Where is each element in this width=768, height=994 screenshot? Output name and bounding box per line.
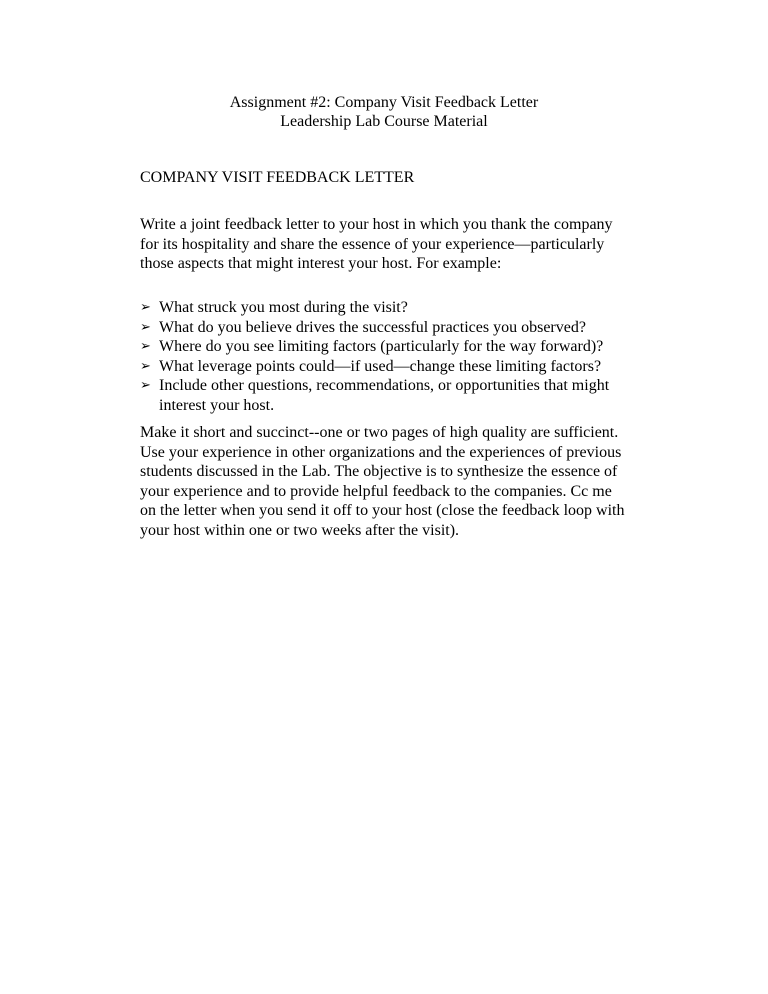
arrow-bullet-icon: ➢ [140,358,151,374]
arrow-bullet-icon: ➢ [140,300,151,315]
intro-line: those aspects that might interest your host. For example: [140,255,502,272]
arrow-bullet-icon: ➢ [140,378,151,393]
list-item [140,357,700,377]
question-list [140,298,700,415]
closing-line: Use your experience in other organizations and the experiences of previous [140,443,622,461]
intro-paragraph [140,215,700,274]
list-item [140,337,700,357]
document-header [0,93,768,131]
arrow-bullet-icon: ➢ [140,339,151,354]
course-subtitle: Leadership Lab Course Material [280,113,488,130]
arrow-bullet-icon: ➢ [140,319,151,335]
closing-line: students discussed in the Lab. The objective is to synthesize the essence of [140,463,618,480]
list-item [140,318,700,338]
closing-line: on the letter when you send it off to your host (close the feedback loop with [140,502,625,519]
list-item-text: What leverage points could—if used—change these limiting factors? [159,357,602,375]
assignment-title: Assignment #2: Company Visit Feedback Letter [229,94,539,111]
closing-line: your experience and to provide helpful feedback to the companies. Cc me [140,482,612,500]
closing-line: your host within one or two weeks after the visit). [140,521,460,539]
list-item-text: Include other questions, recommendations, or opportunities that might [159,377,610,394]
list-item [140,376,700,415]
list-item-text: What struck you most during the visit? [159,299,408,316]
closing-line: Make it short and succinct--one or two pages of high quality are sufficient. [140,424,619,441]
section-heading: COMPANY VISIT FEEDBACK LETTER [140,169,415,186]
closing-paragraph [140,423,700,540]
intro-line: Write a joint feedback letter to your host in which you thank the company [140,216,613,233]
list-item [140,298,700,318]
list-item-text-continued: interest your host. [159,396,275,414]
list-item-text: What do you believe drives the successful practices you observed? [159,318,586,336]
intro-line: for its hospitality and share the essence of your experience—particularly [140,235,605,253]
list-item-text: Where do you see limiting factors (particularly for the way forward)? [159,338,604,355]
